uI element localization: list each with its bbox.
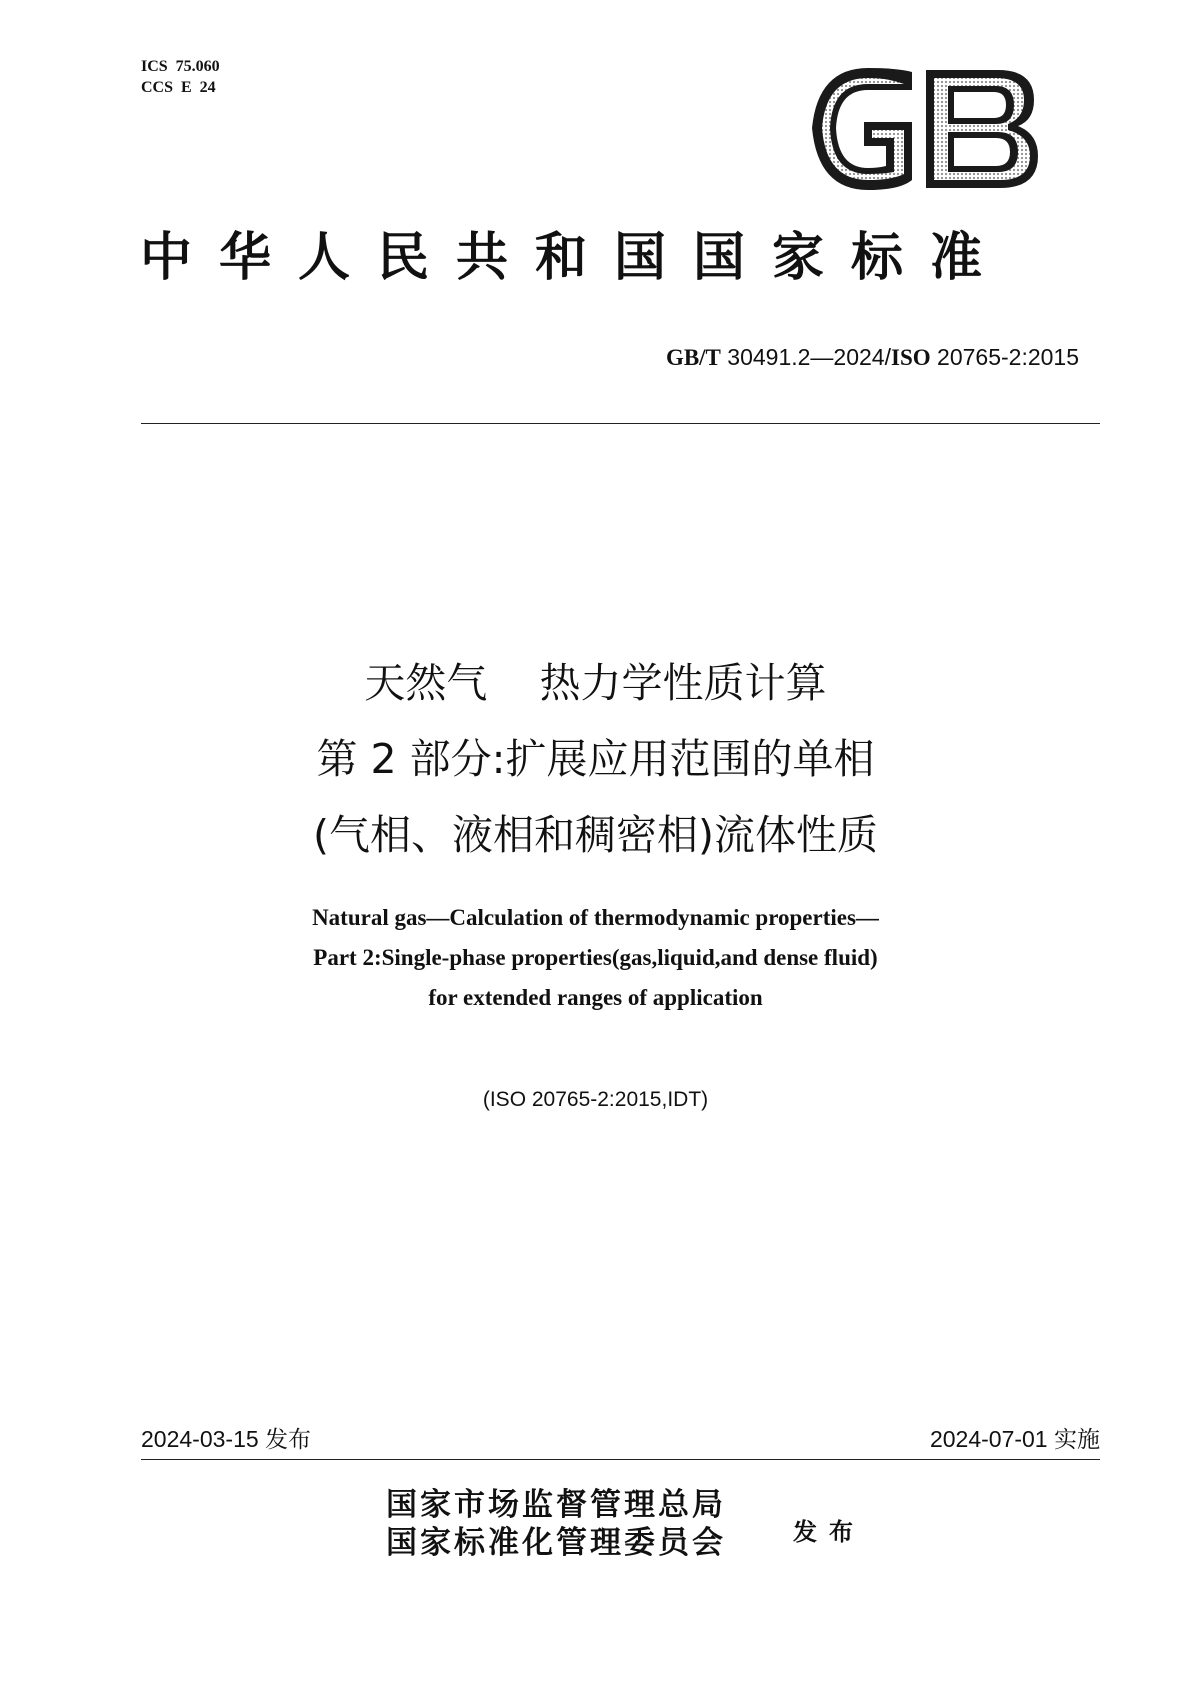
bottom-divider — [141, 1459, 1100, 1460]
publisher-org-1: 国家市场监督管理总局 — [386, 1487, 726, 1523]
standard-number-suffix: 20765-2:2015 — [930, 344, 1079, 370]
english-title — [0, 898, 1191, 1018]
publish-label: 发布 — [793, 1518, 865, 1546]
english-title-line-1: Natural gas—Calculation of thermodynamic properties— — [312, 905, 879, 930]
standard-number-prefix: GB/T — [665, 345, 721, 370]
ccs-code: CCS E 24 — [141, 79, 216, 96]
english-title-line-3: for extended ranges of application — [428, 985, 763, 1010]
publisher-org-2: 国家标准化管理委员会 — [386, 1525, 726, 1561]
adoption-note: (ISO 20765-2:2015,IDT) — [482, 1088, 709, 1111]
gb-logo-b — [926, 70, 1038, 188]
top-divider — [141, 423, 1100, 424]
gb-logo — [808, 68, 1040, 190]
national-standard-title: 中华人民共和国国家标准 — [140, 228, 1010, 288]
standard-number-middle: 30491.2—2024/ — [720, 344, 891, 370]
chinese-title — [0, 645, 1191, 873]
standard-number — [666, 344, 1079, 371]
publishers — [386, 1486, 726, 1562]
classification-codes — [141, 56, 220, 98]
chinese-title-line-3: (气相、液相和稠密相)流体性质 — [313, 811, 878, 859]
gb-logo-g — [812, 68, 912, 190]
english-title-line-2: Part 2:Single-phase properties(gas,liquid,and dense fluid) — [313, 945, 878, 970]
ics-code: ICS 75.060 — [141, 58, 220, 75]
implementation-date: 2024-07-01 实施 — [929, 1426, 1100, 1452]
standard-number-iso: ISO — [891, 345, 931, 370]
chinese-title-line-1: 天然气 热力学性质计算 — [364, 659, 827, 707]
issue-date: 2024-03-15 发布 — [141, 1426, 312, 1452]
chinese-title-line-2: 第 2 部分:扩展应用范围的单相 — [316, 735, 875, 783]
